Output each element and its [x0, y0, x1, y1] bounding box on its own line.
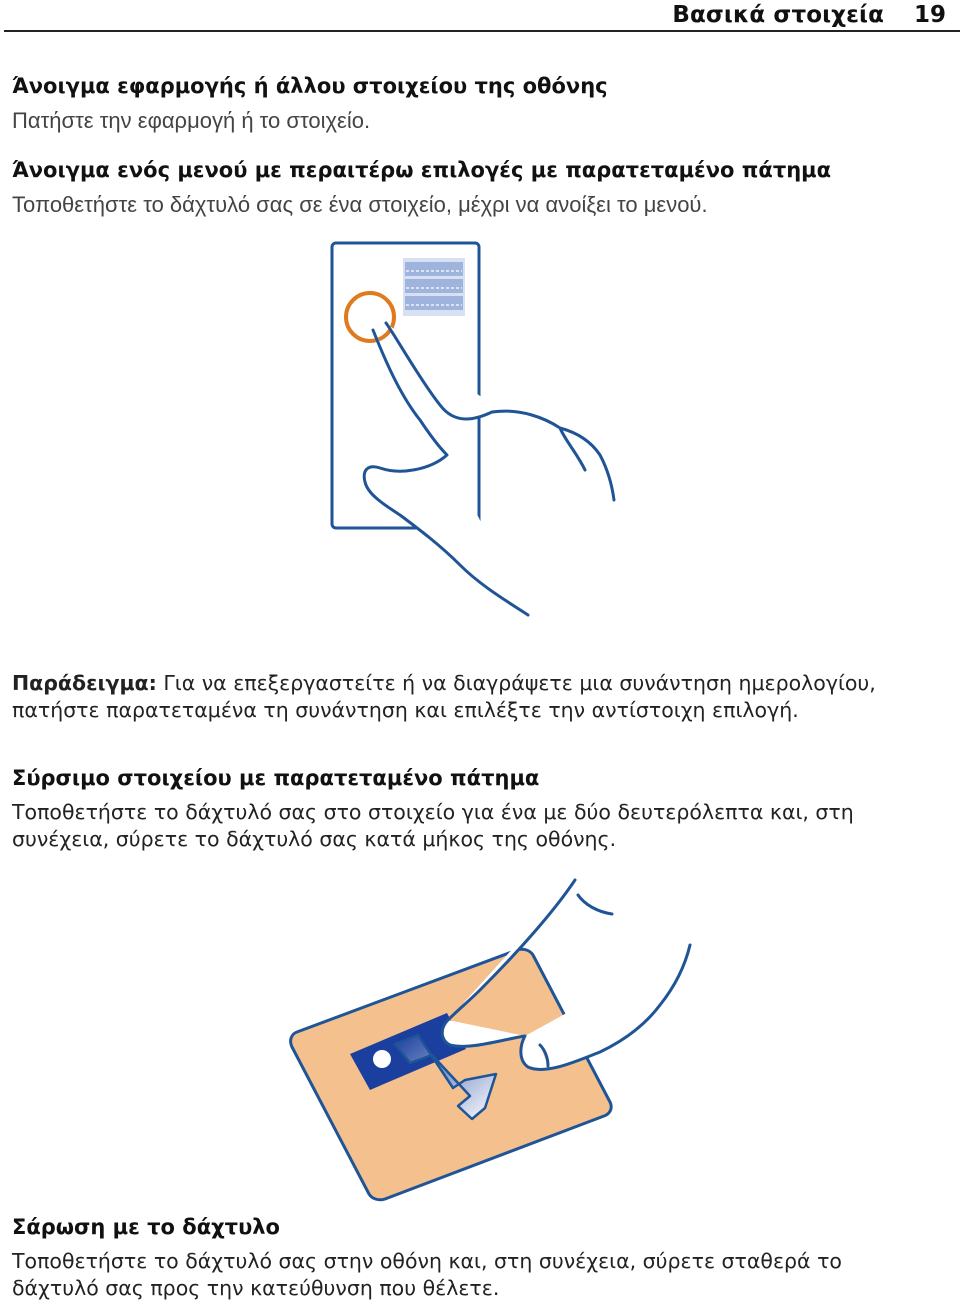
page-header-title: Βασικά στοιχεία	[672, 2, 884, 28]
section-text-drag-line1: Τοποθετήστε το δάχτυλό σας στο στοιχείο για ένα με δύο δευτερόλεπτα και, στη	[12, 800, 854, 824]
section-heading-long-press-menu: Άνοιγμα ενός μενού με περαιτέρω επιλογές με παρατεταμένο πάτημα	[12, 158, 832, 182]
example-text-line1: Για να επεξεργαστείτε ή να διαγράψετε μια συνάντηση ημερολογίου,	[163, 671, 876, 695]
section-text-swipe-line2: δάχτυλό σας προς την κατεύθυνση που θέλετε.	[12, 1276, 500, 1300]
example-text-line2: πατήστε παρατεταμένα τη συνάντηση και επιλέξτε την αντίστοιχη επιλογή.	[12, 698, 799, 722]
section-heading-drag: Σύρσιμο στοιχείου με παρατεταμένο πάτημα	[12, 766, 540, 790]
page-number: 19	[913, 2, 946, 28]
section-text-drag-line2: συνέχεια, σύρετε το δάχτυλό σας κατά μήκος της οθόνης.	[12, 827, 617, 851]
section-text-open-app: Πατήστε την εφαρμογή ή το στοιχείο.	[12, 108, 371, 133]
section-text-swipe-line1: Τοποθετήστε το δάχτυλό σας στην οθόνη και, στη συνέχεια, σύρετε σταθερά το	[12, 1249, 842, 1273]
example-label: Παράδειγμα:	[12, 671, 157, 695]
section-text-long-press-menu: Τοποθετήστε το δάχτυλό σας σε ένα στοιχείο, μέχρι να ανοίξει το μενού.	[12, 192, 708, 217]
item-dot	[373, 1050, 391, 1068]
section-heading-open-app: Άνοιγμα εφαρμογής ή άλλου στοιχείου της οθόνης	[12, 74, 608, 98]
section-heading-swipe: Σάρωση με το δάχτυλο	[12, 1215, 280, 1239]
